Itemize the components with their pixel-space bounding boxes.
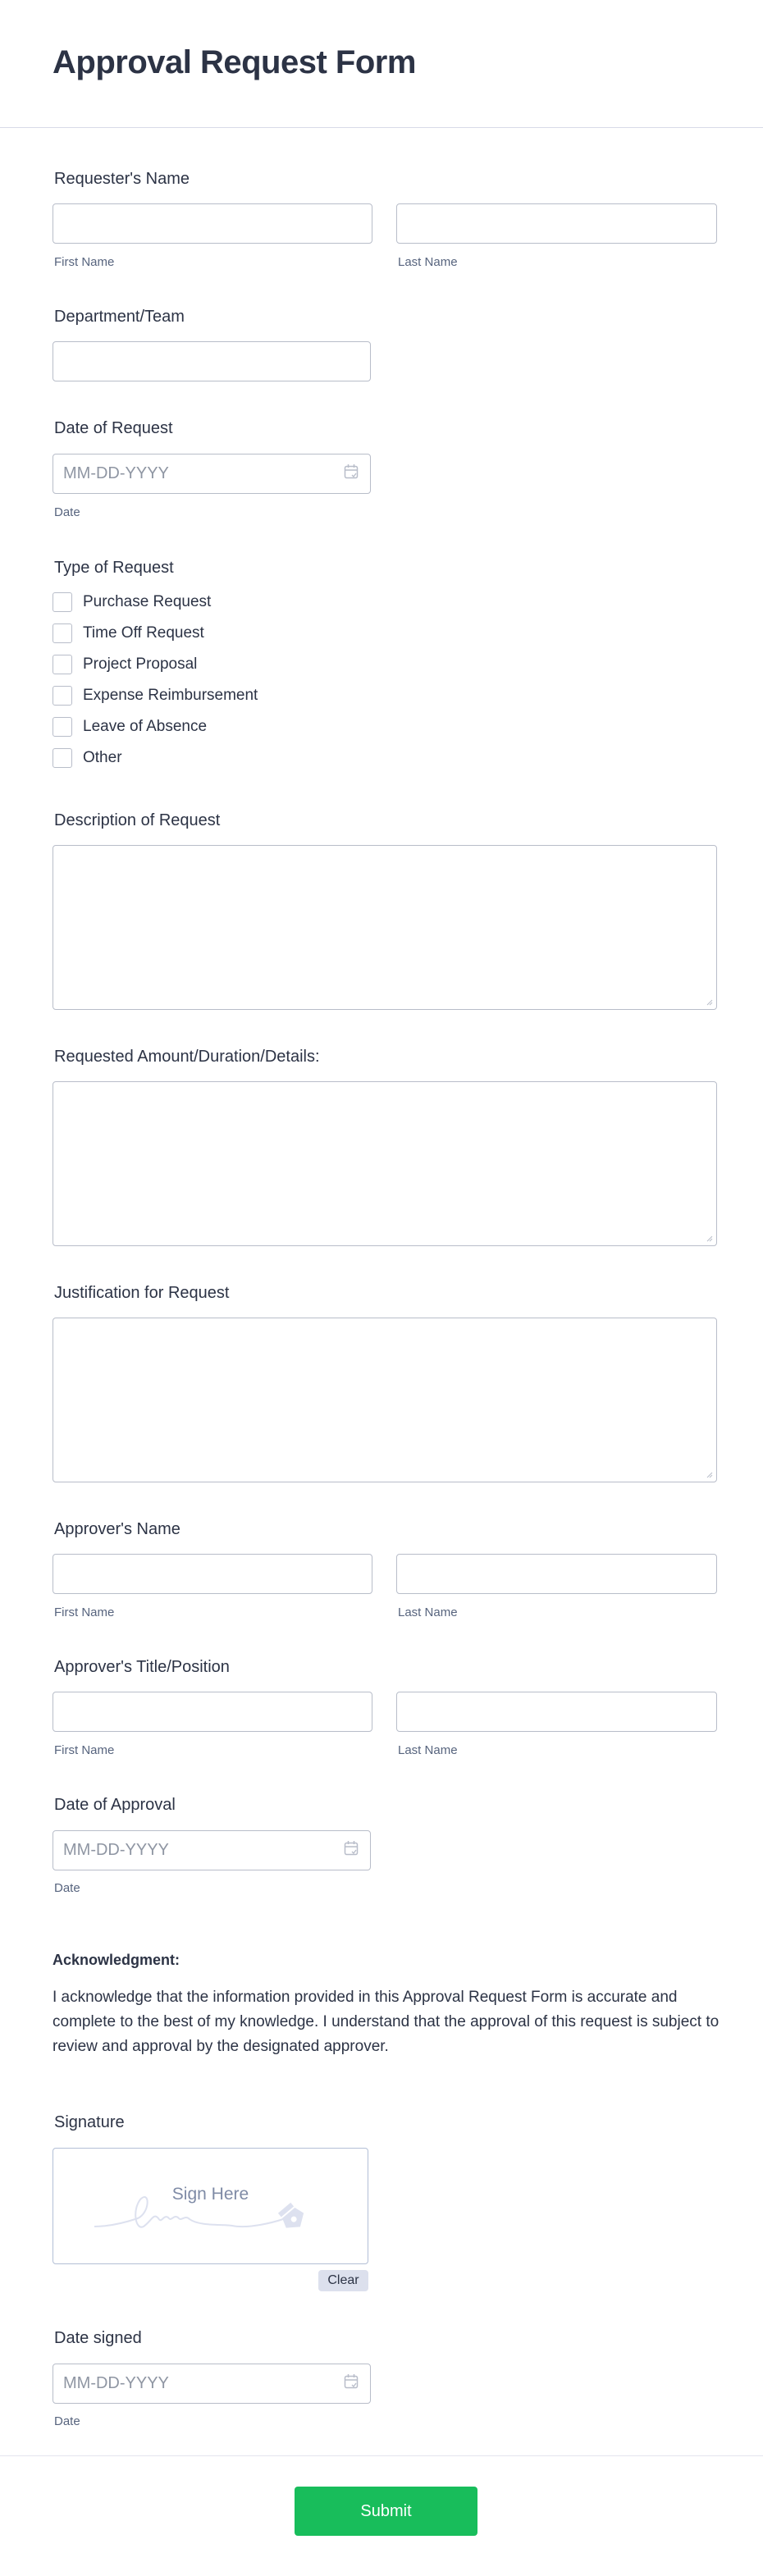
checkbox-label: Time Off Request [83,624,204,642]
date-of-request-label: Date of Request [54,419,173,437]
date-of-approval-sublabel: Date [54,1881,80,1895]
date-of-approval-input[interactable] [53,1830,371,1870]
checkbox-option-project-proposal[interactable] [53,649,258,680]
acknowledgment-title: Acknowledgment: [53,1952,180,1968]
clear-signature-button[interactable]: Clear [318,2270,368,2291]
date-of-request-sublabel: Date [54,505,80,519]
approver-title-last-sublabel: Last Name [398,1743,458,1757]
form-title: Approval Request Form [53,44,416,80]
department-label: Department/Team [54,308,185,326]
signature-pad[interactable] [53,2148,368,2264]
approver-first-name-sublabel: First Name [54,1605,115,1619]
approver-last-name-sublabel: Last Name [398,1605,458,1619]
checkbox-label: Project Proposal [83,655,198,673]
form-header [0,0,763,128]
requester-last-name-sublabel: Last Name [398,255,458,269]
approver-title-first-sublabel: First Name [54,1743,115,1757]
date-of-approval-placeholder: MM-DD-YYYY [63,1841,169,1859]
requested-details-textarea[interactable] [53,1081,717,1246]
checkbox-option-leave-of-absence[interactable] [53,711,258,742]
date-of-approval-label: Date of Approval [54,1796,176,1814]
requester-last-name-input[interactable] [396,203,717,244]
type-of-request-options [53,587,258,774]
date-signed-placeholder: MM-DD-YYYY [63,2374,169,2392]
approver-last-name-input[interactable] [396,1554,717,1594]
requester-first-name-input[interactable] [53,203,372,244]
calendar-icon[interactable] [344,2373,359,2394]
approver-title-label: Approver's Title/Position [54,1658,230,1676]
date-of-request-input[interactable] [53,454,371,494]
submit-button[interactable]: Submit [295,2487,477,2536]
date-signed-input[interactable] [53,2364,371,2404]
resize-handle-icon[interactable] [706,1235,713,1242]
signature-scribble-icon [93,2181,331,2239]
approver-first-name-input[interactable] [53,1554,372,1594]
calendar-icon[interactable] [344,464,359,484]
approver-title-last-input[interactable] [396,1692,717,1732]
approver-name-label: Approver's Name [54,1520,180,1538]
justification-textarea[interactable] [53,1318,717,1482]
acknowledgment-body: I acknowledge that the information provided in this Approval Request Form is accurate and complete to the best of my knowledge. I understand that the approval of this request is subject to review and approval by the designated approver. [53,1989,720,2055]
checkbox-option-purchase-request[interactable] [53,587,258,618]
checkbox-label: Leave of Absence [83,718,208,735]
checkbox-label: Purchase Request [83,593,212,610]
description-label: Description of Request [54,811,221,829]
date-signed-label: Date signed [54,2329,142,2347]
checkbox-label: Other [83,749,122,766]
requested-details-label: Requested Amount/Duration/Details: [54,1048,320,1066]
requester-name-label: Requester's Name [54,170,190,188]
resize-handle-icon[interactable] [706,1472,713,1478]
date-signed-sublabel: Date [54,2414,80,2428]
checkbox[interactable] [53,592,72,612]
justification-label: Justification for Request [54,1284,230,1302]
checkbox-option-time-off-request[interactable] [53,618,258,649]
checkbox[interactable] [53,717,72,737]
approver-title-first-input[interactable] [53,1692,372,1732]
checkbox[interactable] [53,623,72,643]
requester-first-name-sublabel: First Name [54,255,115,269]
footer-divider [0,2455,763,2456]
signature-label: Signature [54,2113,125,2131]
description-textarea[interactable] [53,845,717,1010]
checkbox-option-expense-reimbursement[interactable] [53,680,258,711]
checkbox-option-other[interactable] [53,742,258,774]
department-input[interactable] [53,341,371,381]
type-of-request-label: Type of Request [54,559,174,577]
resize-handle-icon[interactable] [706,999,713,1006]
checkbox[interactable] [53,686,72,706]
checkbox-label: Expense Reimbursement [83,687,258,704]
calendar-icon[interactable] [344,1840,359,1861]
sign-here-placeholder: Sign Here [171,2185,249,2204]
date-of-request-placeholder: MM-DD-YYYY [63,464,169,482]
checkbox[interactable] [53,655,72,674]
checkbox[interactable] [53,748,72,768]
